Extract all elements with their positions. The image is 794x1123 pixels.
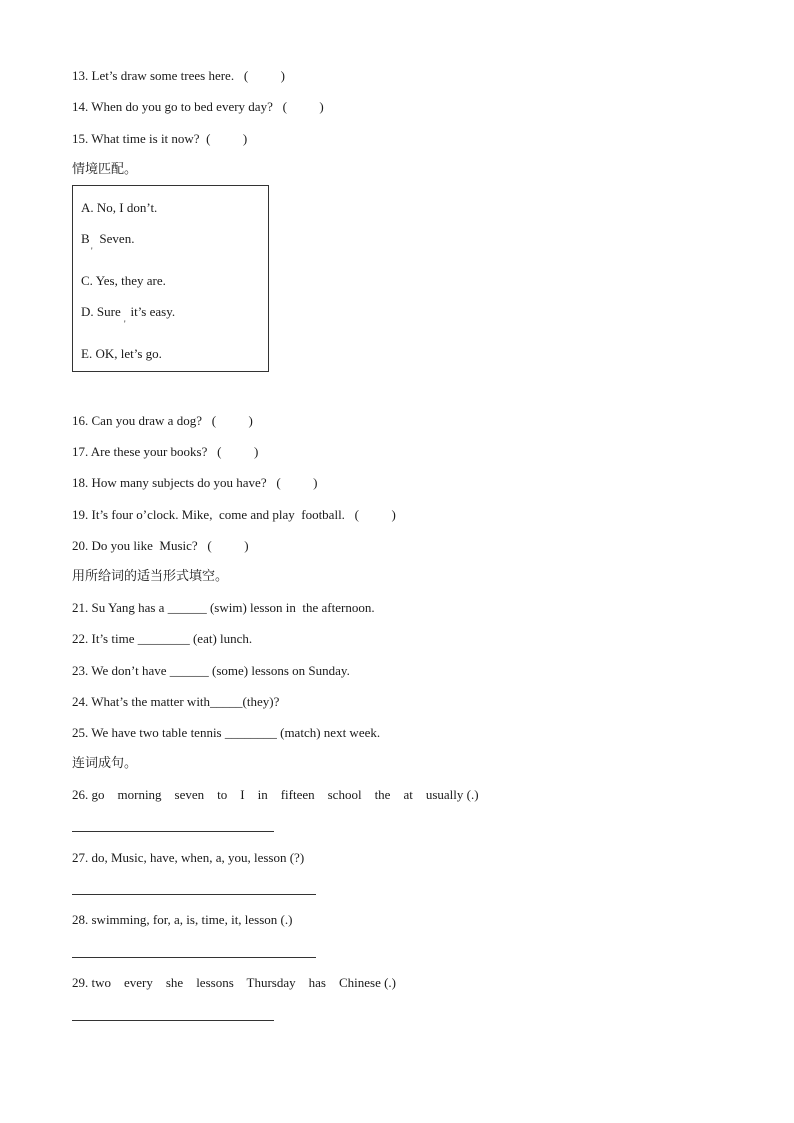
options-box	[72, 185, 269, 372]
question-17: 17. Are these your books? ( )	[72, 444, 259, 459]
question-22: 22. It’s time ________ (eat) lunch.	[72, 631, 253, 646]
option-a: A. No, I don’t.	[81, 200, 158, 215]
question-26: 26. go morning seven to I in fifteen school the at usually (.)	[72, 787, 479, 802]
question-25: 25. We have two table tennis ________ (match) next week.	[72, 725, 381, 740]
question-15: 15. What time is it now? ( )	[72, 131, 248, 146]
question-14: 14. When do you go to bed every day? ( )	[72, 99, 324, 114]
question-18: 18. How many subjects do you have? ( )	[72, 475, 318, 490]
answer-line	[72, 831, 274, 832]
section-heading-arrange: 连词成句。	[72, 756, 138, 771]
section-heading-fill-in: 用所给词的适当形式填空。	[72, 569, 229, 584]
option-d: D. Sure it’s easy.	[81, 304, 176, 319]
question-28: 28. swimming, for, a, is, time, it, lesson (.)	[72, 912, 293, 927]
question-21: 21. Su Yang has a ______ (swim) lesson in the afternoon.	[72, 600, 375, 615]
section-heading-matching: 情境匹配。	[72, 162, 138, 177]
punctuation-mark: '	[91, 246, 93, 256]
question-16: 16. Can you draw a dog? ( )	[72, 413, 253, 428]
question-23: 23. We don’t have ______ (some) lessons on Sunday.	[72, 663, 350, 678]
question-29: 29. two every she lessons Thursday has Chinese (.)	[72, 975, 396, 990]
option-e: E. OK, let’s go.	[81, 346, 162, 361]
question-24: 24. What’s the matter with_____(they)?	[72, 694, 280, 709]
question-19: 19. It’s four o’clock. Mike, come and play football. ( )	[72, 507, 396, 522]
answer-line	[72, 957, 316, 958]
option-b: B Seven.	[81, 231, 135, 246]
question-20: 20. Do you like Music? ( )	[72, 538, 249, 553]
punctuation-mark: '	[124, 319, 126, 329]
question-13: 13. Let’s draw some trees here. ( )	[72, 68, 285, 83]
answer-line	[72, 1020, 274, 1021]
answer-line	[72, 894, 316, 895]
option-c: C. Yes, they are.	[81, 273, 166, 288]
question-27: 27. do, Music, have, when, a, you, lesson (?)	[72, 850, 305, 865]
